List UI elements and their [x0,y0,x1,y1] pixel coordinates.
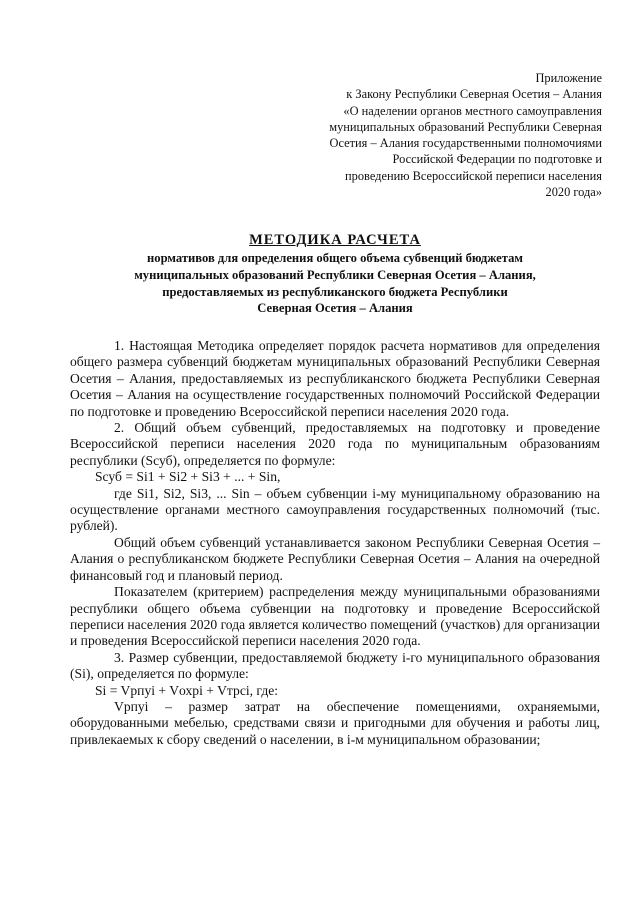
appendix-line: Осетия – Алания государственными полномочиями [329,136,602,151]
appendix-header [272,70,602,200]
paragraph-1: 1. Настоящая Методика определяет порядок расчета нормативов для определения общего размера субвенций бюджетам муниципальных образований Республики Северная Осетия – Алания, предоставляемых из республиканского бюджета Республики Северная Осетия – Алания на осуществление государственных полномочий Российской Федерации по подготовке и проведению Всероссийской переписи населения 2020 года. [70,338,600,419]
appendix-line: Приложение [535,71,602,85]
appendix-line: 2020 года» [545,185,602,200]
formula-total: Sсуб = Si1 + Si2 + Si3 + ... + Sin, [95,469,281,485]
document-body [70,338,600,748]
title-sub-line: Северная Осетия – Алания [257,301,413,316]
title-sub-line: предоставляемых из республиканского бюджета Республики [162,284,508,299]
title-sub-line: муниципальных образований Республики Северная Осетия – Алания, [134,267,536,282]
paragraph-2: 2. Общий объем субвенций, предоставляемых на подготовку и проведение Всероссийской переписи населения 2020 года по муниципальным образованиям республики (Sсуб), определяется по формуле: [70,420,600,468]
appendix-line: проведению Всероссийской переписи населения [345,168,602,183]
title-sub-line: нормативов для определения общего объема субвенций бюджетам [147,251,523,265]
appendix-line: Российской Федерации по подготовке и [392,152,602,167]
appendix-line: к Закону Республики Северная Осетия – Алания [346,87,602,102]
paragraph-3: где Si1, Si2, Si3, ... Sin – объем субвенции i-му муниципальному образованию на осуществление органами местного самоуправления государственных полномочий (тыс. рублей). [70,485,600,534]
paragraph-7: Vpпуi – размер затрат на обеспечение помещениями, охраняемыми, оборудованными мебелью, средствами связи и пригодными для обучения и работы лиц, привлекаемых к сбору сведений о населении, в i-м муниципальном образовании; [70,698,600,747]
appendix-line: «О наделении органов местного самоуправления [343,103,602,118]
appendix-line: муниципальных образований Республики Северная [329,119,602,134]
formula-si: Si = Vpпуi + Vохрi + Vтрсi, где: [95,682,279,698]
paragraph-6: 3. Размер субвенции, предоставляемой бюджету i-го муниципального образования (Si), определяется по формуле: [70,649,600,682]
paragraph-5: Показателем (критерием) распределения между муниципальными образованиями республики общего объема субвенции на подготовку и проведение Всероссийской переписи населения 2020 года является количество помещений (участков) для организации и проведения Всероссийской переписи населения 2020 года. [70,584,600,649]
title-main: МЕТОДИКА РАСЧЕТА [249,232,421,248]
paragraph-4: Общий объем субвенций устанавливается законом Республики Северная Осетия – Алания о республиканском бюджете Республики Северная Осетия – Алания на очередной финансовый год и плановый период. [70,534,600,583]
document-title [70,230,600,317]
